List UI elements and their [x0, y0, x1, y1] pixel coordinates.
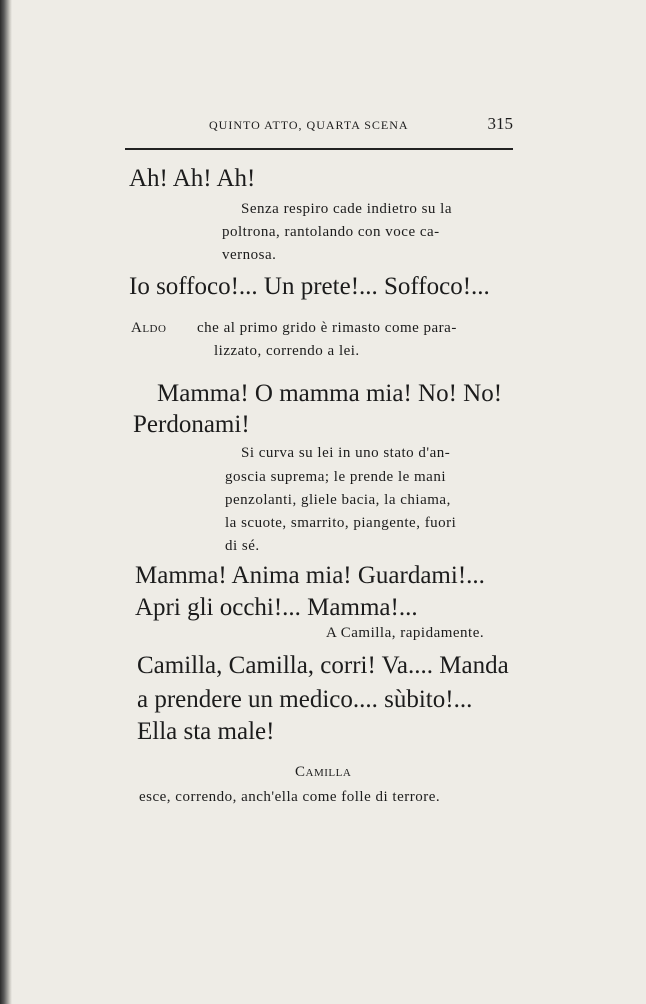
dialogue-line: Ella sta male! [137, 718, 275, 745]
dialogue-line: Perdonami! [133, 411, 250, 438]
stage-direction-line: goscia suprema; le prende le mani [225, 469, 447, 485]
dialogue-line: Apri gli occhi!... Mamma!... [135, 594, 418, 621]
stage-direction-line: Si curva su lei in uno stato d'an- [241, 445, 451, 461]
stage-direction-line: di sé. [225, 538, 260, 554]
dialogue-line: Mamma! O mamma mia! No! No! [157, 380, 503, 407]
page-binding-edge [0, 0, 12, 1004]
running-title: QUINTO ATTO, QUARTA SCENA [209, 118, 409, 132]
dialogue-line: Ah! Ah! Ah! [129, 165, 256, 192]
page-header [125, 114, 513, 138]
stage-direction-line: la scuote, smarrito, piangente, fuori [225, 515, 457, 531]
stage-direction-line: esce, correndo, anch'ella come folle di terrore. [139, 789, 441, 805]
stage-direction-line: penzolanti, gliele bacia, la chiama, [225, 492, 451, 508]
character-name: Aldo [131, 320, 167, 336]
header-rule [125, 148, 513, 150]
page-number: 315 [487, 114, 513, 133]
stage-direction-line: vernosa. [222, 247, 277, 263]
dialogue-line: Io soffoco!... Un prete!... Soffoco!... [129, 273, 490, 300]
stage-direction-line: poltrona, rantolando con voce ca- [222, 224, 440, 240]
dialogue-line: Camilla, Camilla, corri! Va.... Manda [137, 652, 509, 679]
dialogue-line: a prendere un medico.... sùbito!... [137, 686, 473, 713]
stage-direction-line: Senza respiro cade indietro su la [241, 201, 453, 217]
dialogue-line: Mamma! Anima mia! Guardami!... [135, 562, 485, 589]
stage-direction-line: A Camilla, rapidamente. [326, 625, 485, 641]
character-name: Camilla [295, 764, 352, 780]
stage-direction-line: che al primo grido è rimasto come para- [197, 320, 457, 336]
stage-direction-line: lizzato, correndo a lei. [214, 343, 360, 359]
